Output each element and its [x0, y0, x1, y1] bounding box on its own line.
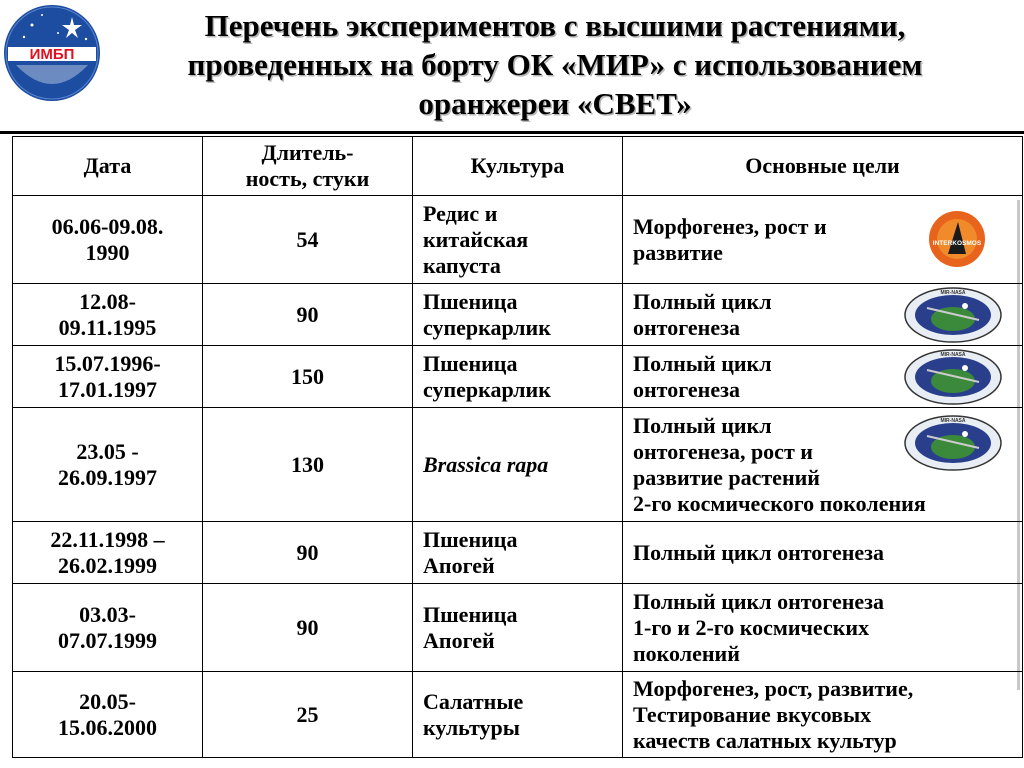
culture-cell: Brassica rapa: [413, 408, 623, 522]
culture-cell: Салатные культуры: [413, 672, 623, 758]
duration-cell: 25: [203, 672, 413, 758]
goals-cell: Полный цикл онтогенеза MIR-NASA: [623, 284, 1023, 346]
duration-cell: 54: [203, 196, 413, 284]
svg-text:INTERKOSMOS: INTERKOSMOS: [932, 240, 982, 247]
table-row: [13, 584, 1023, 672]
logo-text: ИМБП: [29, 46, 75, 63]
table-row: [13, 522, 1023, 584]
culture-cell: Редис и китайская капуста: [413, 196, 623, 284]
date-cell: 22.11.1998 – 26.02.1999: [13, 522, 203, 584]
duration-cell: 90: [203, 522, 413, 584]
svg-text:MIR-NASA: MIR-NASA: [940, 352, 966, 358]
table-row: [13, 196, 1023, 284]
title-line-2: проведенных на борту ОК «МИР» с использованием: [187, 47, 923, 82]
table-row: [13, 408, 1023, 522]
culture-cell: Пшеница Апогей: [413, 522, 623, 584]
date-cell: 15.07.1996- 17.01.1997: [13, 346, 203, 408]
culture-cell: Пшеница Апогей: [413, 584, 623, 672]
experiments-table: [12, 136, 1023, 758]
duration-cell: 90: [203, 284, 413, 346]
duration-cell: 130: [203, 408, 413, 522]
duration-cell: 90: [203, 584, 413, 672]
date-cell: 23.05 - 26.09.1997: [13, 408, 203, 522]
page-title: [120, 6, 990, 123]
date-cell: 20.05- 15.06.2000: [13, 672, 203, 758]
title-divider: [0, 131, 1024, 134]
duration-cell: 150: [203, 346, 413, 408]
date-cell: 06.06-09.08. 1990: [13, 196, 203, 284]
goals-cell: Полный цикл онтогенеза 1-го и 2-го космических поколений: [623, 584, 1023, 672]
header-goals: Основные цели: [623, 137, 1023, 196]
goals-cell: Полный цикл онтогенеза, рост и развитие растений 2-го космического поколения MIR-NASA: [623, 408, 1023, 522]
culture-cell: Пшеница суперкарлик: [413, 346, 623, 408]
title-line-3: оранжереи «СВЕТ»: [418, 86, 692, 121]
title-line-1: Перечень экспериментов с высшими растениями,: [204, 8, 906, 43]
imbp-logo-icon: [2, 3, 102, 103]
header-date: Дата: [13, 137, 203, 196]
goals-cell: Полный цикл онтогенеза MIR-NASA: [623, 346, 1023, 408]
table-row: [13, 346, 1023, 408]
goals-cell: Полный цикл онтогенеза: [623, 522, 1023, 584]
date-cell: 03.03- 07.07.1999: [13, 584, 203, 672]
header-culture: Культура: [413, 137, 623, 196]
table-header-row: [13, 137, 1023, 196]
table-row: [13, 284, 1023, 346]
header-duration: Длитель- ность, стуки: [203, 137, 413, 196]
svg-text:MIR-NASA: MIR-NASA: [940, 418, 966, 424]
date-cell: 12.08- 09.11.1995: [13, 284, 203, 346]
culture-cell: Пшеница суперкарлик: [413, 284, 623, 346]
goals-cell: Морфогенез, рост, развитие, Тестирование вкусовых качеств салатных культур: [623, 672, 1023, 758]
svg-text:MIR-NASA: MIR-NASA: [940, 290, 966, 296]
table-row: [13, 672, 1023, 758]
goals-cell: Морфогенез, рост и развитие INTERKOSMOS: [623, 196, 1023, 284]
